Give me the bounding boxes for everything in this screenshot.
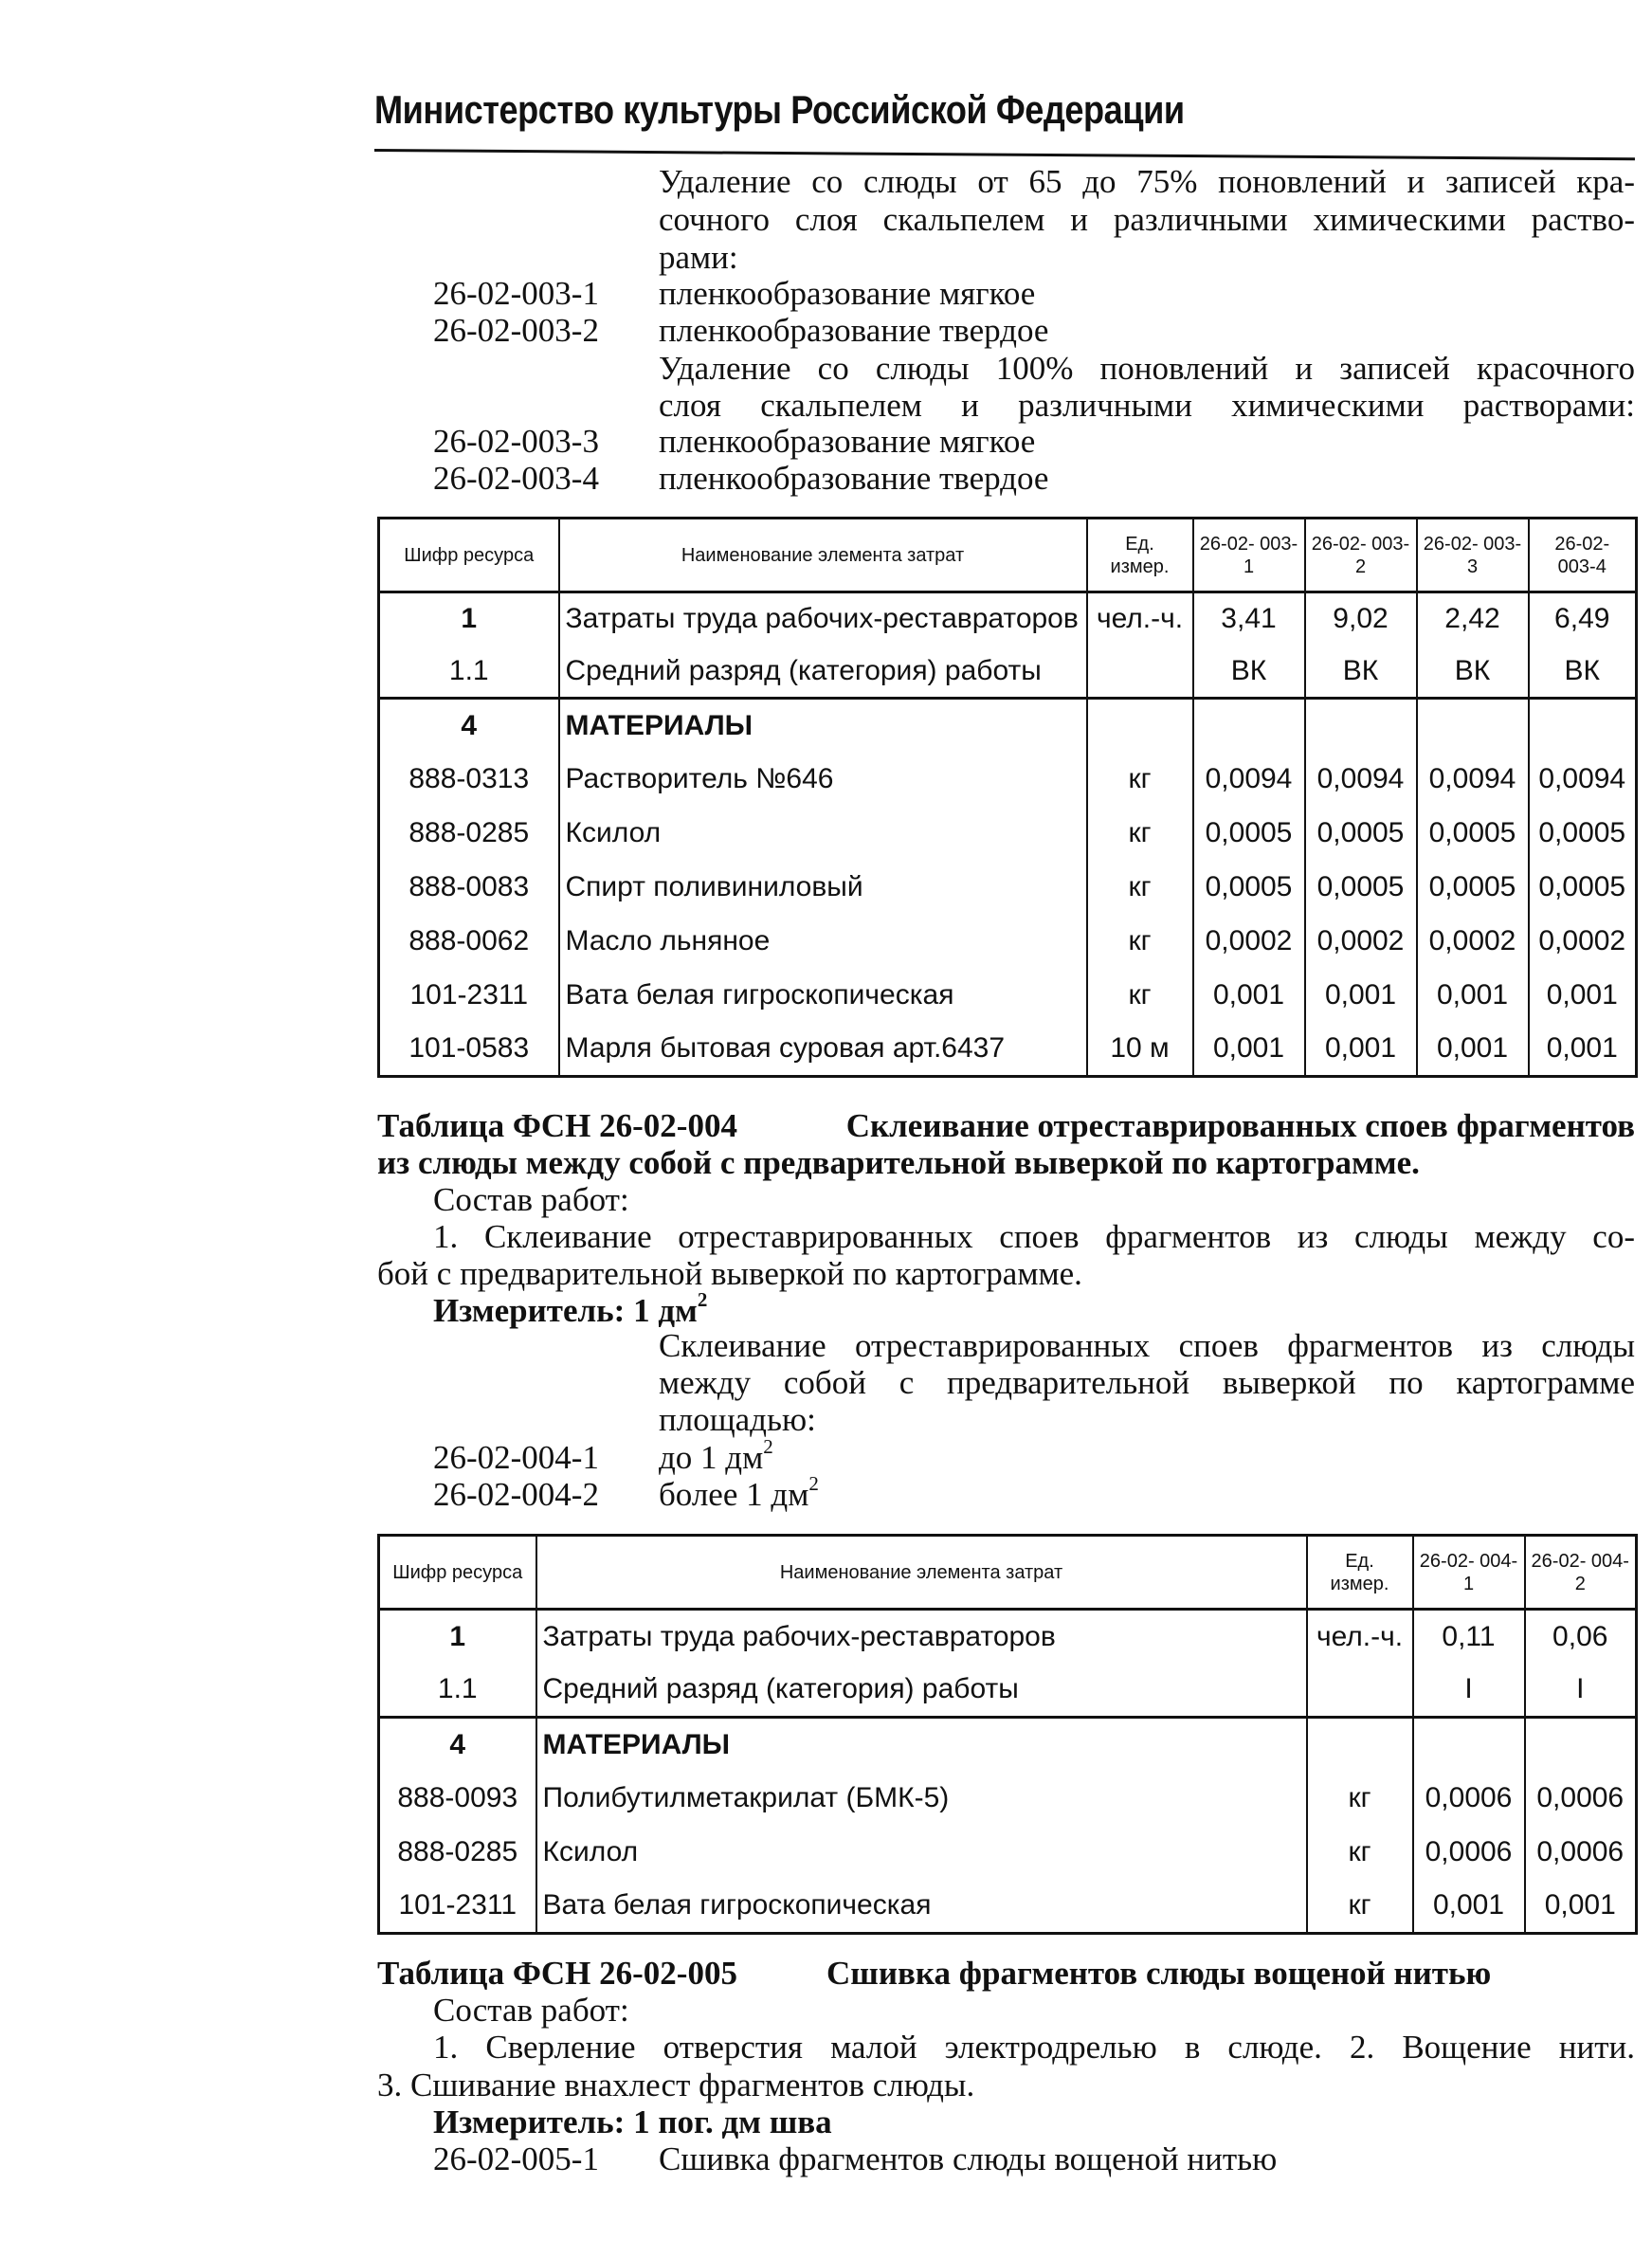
cell-code: 1 — [379, 592, 559, 646]
cell-unit: 10 м — [1087, 1023, 1193, 1077]
cell-value: 0,0006 — [1525, 1826, 1637, 1880]
cell-value: 0,0094 — [1417, 753, 1529, 807]
item-code: 26-02-005-1 — [433, 2140, 599, 2177]
table-row — [379, 1664, 1637, 1718]
cell-unit — [1087, 646, 1193, 699]
cell-value: 0,11 — [1413, 1610, 1525, 1664]
cell-name: Затраты труда рабочих-реставраторов — [559, 592, 1087, 646]
cell-unit — [1307, 1664, 1413, 1718]
cell-value: 0,0006 — [1525, 1772, 1637, 1826]
cell-code: 888-0062 — [379, 915, 559, 969]
cell-name: Затраты труда рабочих-реставраторов — [536, 1610, 1307, 1664]
item-code: 26-02-003-1 — [433, 275, 599, 312]
cell-code: 101-2311 — [379, 1880, 536, 1934]
item-code: 26-02-004-1 — [433, 1439, 599, 1476]
table-title-cont: из слюды между собой с предварительной выверкой по картограмме. — [377, 1144, 1420, 1181]
work-label: Состав работ: — [433, 1181, 629, 1218]
table-title — [377, 1107, 1635, 1145]
cell-name: Растворитель №646 — [559, 753, 1087, 807]
page-header: Министерство культуры Российской Федерации — [374, 87, 1185, 132]
intro-line: Склеивание отреставрированных споев фрагментов из слюды — [659, 1327, 1635, 1364]
cell-value: 0,001 — [1529, 969, 1637, 1023]
table-row — [379, 1826, 1637, 1880]
intro-line: рами: — [659, 239, 738, 276]
header-rule — [374, 149, 1635, 160]
cell-code: 888-0285 — [379, 807, 559, 861]
item-code: 26-02-003-4 — [433, 460, 599, 497]
cell-code: 101-2311 — [379, 969, 559, 1023]
cell-code: 4 — [379, 699, 559, 753]
cell-unit: чел.-ч. — [1307, 1610, 1413, 1664]
cell-value: 0,0002 — [1417, 915, 1529, 969]
col-header-unit: Ед. измер. — [1087, 519, 1193, 592]
cell-code: 888-0313 — [379, 753, 559, 807]
cell-value: 0,0005 — [1193, 807, 1305, 861]
col-header-norm: 26-02- 004-1 — [1413, 1536, 1525, 1610]
cell-value: 0,0005 — [1529, 807, 1637, 861]
cell-name: Масло льняное — [559, 915, 1087, 969]
col-header-norm: 26-02- 003-1 — [1193, 519, 1305, 592]
cell-name: Вата белая гигроскопическая — [536, 1880, 1307, 1934]
col-header-code: Шифр ресурса — [379, 1536, 536, 1610]
table-title-text: Сшивка фрагментов слюды вощеной нитью — [826, 1955, 1492, 1992]
table-title-code: Таблица ФСН 26-02-005 — [377, 1955, 737, 1992]
cell-name: Средний разряд (категория) работы — [536, 1664, 1307, 1718]
table-title-text: Склеивание отреставрированных споев фрагментов — [845, 1107, 1635, 1144]
cell-code: 888-0285 — [379, 1826, 536, 1880]
cell-value: 0,0002 — [1305, 915, 1417, 969]
col-header-code: Шифр ресурса — [379, 519, 559, 592]
cell-name: МАТЕРИАЛЫ — [559, 699, 1087, 753]
work-line: 1. Склеивание отреставрированных споев фрагментов из слюды между со- — [433, 1218, 1635, 1255]
cell-value: I — [1413, 1664, 1525, 1718]
col-header-name: Наименование элемента затрат — [559, 519, 1087, 592]
col-header-name: Наименование элемента затрат — [536, 1536, 1307, 1610]
cell-value — [1193, 699, 1305, 753]
cell-value: 0,001 — [1529, 1023, 1637, 1077]
table-row — [379, 969, 1637, 1023]
cell-code: 101-0583 — [379, 1023, 559, 1077]
cell-value: 0,001 — [1525, 1880, 1637, 1934]
cell-unit — [1307, 1718, 1413, 1772]
cell-value: 6,49 — [1529, 592, 1637, 646]
cell-unit: кг — [1087, 807, 1193, 861]
col-header-unit: Ед. измер. — [1307, 1536, 1413, 1610]
intro-line: сочного слоя скальпелем и различными химическими раство- — [659, 201, 1635, 238]
intro-line: площадью: — [659, 1401, 816, 1438]
item-text: до 1 $дм^2$ — [659, 1435, 773, 1476]
col-header-norm: 26-02- 003-2 — [1305, 519, 1417, 592]
cell-value — [1529, 699, 1637, 753]
cell-unit: кг — [1307, 1880, 1413, 1934]
item-text: пленкообразование мягкое — [659, 275, 1036, 312]
cell-value: ВК — [1305, 646, 1417, 699]
cell-value: 9,02 — [1305, 592, 1417, 646]
intro-line: Удаление со слюды 100% поновлений и записей красочного — [659, 350, 1635, 387]
item-text: более 1 $дм^2$ — [659, 1472, 819, 1513]
cell-value — [1305, 699, 1417, 753]
cell-value: ВК — [1417, 646, 1529, 699]
table-row — [379, 753, 1637, 807]
work-label: Состав работ: — [433, 1992, 629, 2029]
cell-value: 0,0002 — [1529, 915, 1637, 969]
cell-value: ВК — [1529, 646, 1637, 699]
cell-value: 0,0094 — [1193, 753, 1305, 807]
cell-code: 1.1 — [379, 646, 559, 699]
col-header-norm: 26-02- 003-3 — [1417, 519, 1529, 592]
cell-value: 0,0094 — [1305, 753, 1417, 807]
col-header-norm: 26-02- 003-4 — [1529, 519, 1637, 592]
table-row — [379, 807, 1637, 861]
cell-value: 0,001 — [1417, 969, 1529, 1023]
table-row — [379, 861, 1637, 915]
work-line: 3. Сшивание внахлест фрагментов слюды. — [377, 2067, 975, 2103]
cell-unit: кг — [1087, 969, 1193, 1023]
measure-unit: Измеритель: 1 пог. дм шва — [433, 2103, 832, 2140]
cell-value: 0,06 — [1525, 1610, 1637, 1664]
cell-unit: чел.-ч. — [1087, 592, 1193, 646]
work-line: 1. Сверление отверстия малой электродрелью в слюде. 2. Вощение нити. — [433, 2029, 1635, 2066]
cell-value: 0,001 — [1413, 1880, 1525, 1934]
item-text: Сшивка фрагментов слюды вощеной нитью — [659, 2140, 1278, 2177]
cell-name: Ксилол — [536, 1826, 1307, 1880]
cell-value: 0,0006 — [1413, 1826, 1525, 1880]
cell-value: 0,0005 — [1305, 861, 1417, 915]
cell-value — [1417, 699, 1529, 753]
cell-code: 1.1 — [379, 1664, 536, 1718]
cell-value: 0,0005 — [1417, 861, 1529, 915]
table-row — [379, 646, 1637, 699]
cell-name: Вата белая гигроскопическая — [559, 969, 1087, 1023]
table-row — [379, 1610, 1637, 1664]
cell-code: 1 — [379, 1610, 536, 1664]
cell-value: 0,0094 — [1529, 753, 1637, 807]
table-row — [379, 1772, 1637, 1826]
table-row — [379, 1023, 1637, 1077]
cell-name: Спирт поливиниловый — [559, 861, 1087, 915]
cell-value: 0,001 — [1193, 969, 1305, 1023]
item-code: 26-02-003-3 — [433, 423, 599, 460]
cell-value: ВК — [1193, 646, 1305, 699]
cell-value: 0,001 — [1417, 1023, 1529, 1077]
cell-value — [1413, 1718, 1525, 1772]
resource-table-003 — [377, 517, 1638, 1078]
table-title-code: Таблица ФСН 26-02-004 — [377, 1107, 737, 1144]
cell-value: 2,42 — [1417, 592, 1529, 646]
cell-unit — [1087, 699, 1193, 753]
col-header-norm: 26-02- 004-2 — [1525, 1536, 1637, 1610]
table-row — [379, 699, 1637, 753]
intro-line: Удаление со слюды от 65 до 75% поновлений и записей кра- — [659, 163, 1635, 200]
cell-unit: кг — [1087, 861, 1193, 915]
cell-unit: кг — [1307, 1826, 1413, 1880]
table-row — [379, 1880, 1637, 1934]
cell-unit: кг — [1087, 753, 1193, 807]
cell-value: 0,001 — [1305, 1023, 1417, 1077]
cell-unit: кг — [1087, 915, 1193, 969]
table-row — [379, 592, 1637, 646]
cell-name: Полибутилметакрилат (БМК-5) — [536, 1772, 1307, 1826]
cell-value: 0,0005 — [1417, 807, 1529, 861]
cell-code: 888-0093 — [379, 1772, 536, 1826]
cell-value: 0,0002 — [1193, 915, 1305, 969]
table-row — [379, 915, 1637, 969]
item-text: пленкообразование твердое — [659, 312, 1049, 349]
item-code: 26-02-004-2 — [433, 1476, 599, 1513]
work-line: бой с предварительной выверкой по картограмме. — [377, 1255, 1082, 1292]
measure-unit: Измеритель: 1 $дм^2$ — [433, 1288, 708, 1329]
cell-value: 3,41 — [1193, 592, 1305, 646]
item-code: 26-02-003-2 — [433, 312, 599, 349]
cell-value: 0,0005 — [1529, 861, 1637, 915]
intro-line: слоя скальпелем и различными химическими растворами: — [659, 387, 1635, 424]
intro-line: между собой с предварительной выверкой по картограмме — [659, 1364, 1635, 1401]
cell-name: Ксилол — [559, 807, 1087, 861]
resource-table-004 — [377, 1534, 1638, 1935]
cell-code: 888-0083 — [379, 861, 559, 915]
item-text: пленкообразование твердое — [659, 460, 1049, 497]
cell-value: I — [1525, 1664, 1637, 1718]
item-text: пленкообразование мягкое — [659, 423, 1036, 460]
cell-value: 0,0006 — [1413, 1772, 1525, 1826]
table-row — [379, 1718, 1637, 1772]
cell-value: 0,001 — [1305, 969, 1417, 1023]
cell-value — [1525, 1718, 1637, 1772]
cell-name: Средний разряд (категория) работы — [559, 646, 1087, 699]
cell-value: 0,001 — [1193, 1023, 1305, 1077]
cell-name: Марля бытовая суровая арт.6437 — [559, 1023, 1087, 1077]
cell-code: 4 — [379, 1718, 536, 1772]
cell-value: 0,0005 — [1305, 807, 1417, 861]
cell-name: МАТЕРИАЛЫ — [536, 1718, 1307, 1772]
cell-unit: кг — [1307, 1772, 1413, 1826]
cell-value: 0,0005 — [1193, 861, 1305, 915]
